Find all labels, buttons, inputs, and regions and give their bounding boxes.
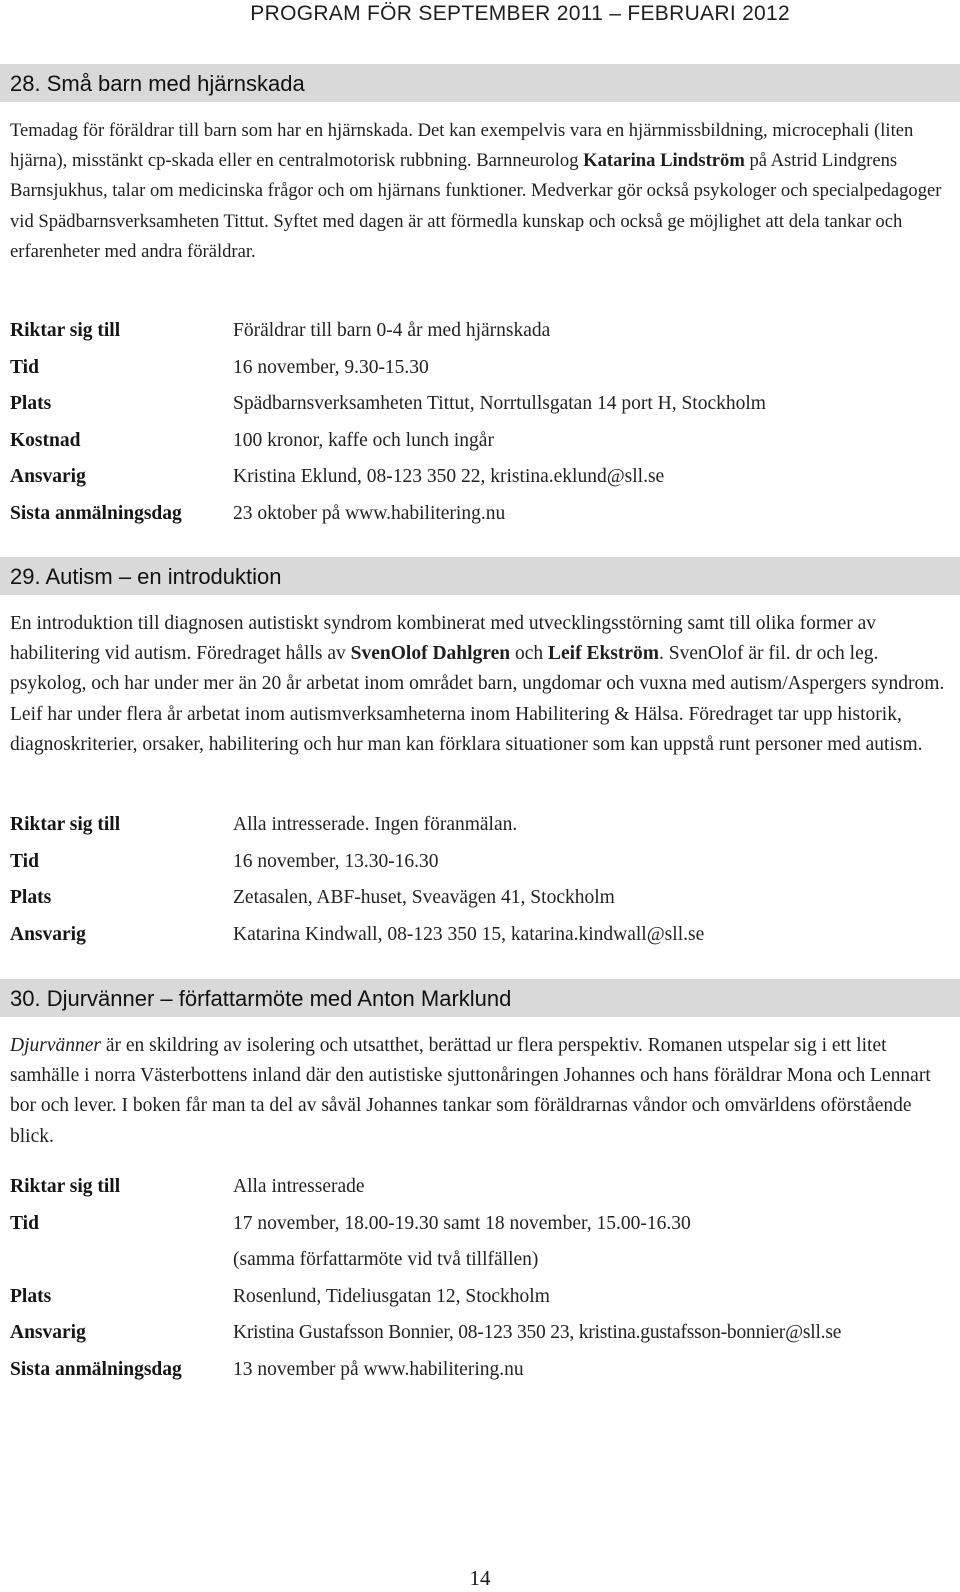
info-label: Kostnad xyxy=(10,429,81,451)
info-label: Riktar sig till xyxy=(10,1176,121,1197)
book-title: Djurvänner xyxy=(10,1035,101,1056)
info-row-cost xyxy=(10,430,945,467)
info-label: Ansvarig xyxy=(10,466,86,487)
page-number: 14 xyxy=(469,1566,491,1590)
section-30-text-part: är en skildring av isolering och utsatthet, berättad ur flera perspektiv. Romanen utspelar sig i ett litet samhälle i norra Västerbottens inland där den autistiske sjuttonåringen Johannes och hans föräldrar Mona och Lennart bor och lever. I boken får man ta del av såväl Johannes tankar som föräldrarnas våndor och omvärldens oförstående blick. xyxy=(10,1035,931,1147)
info-label: Ansvarig xyxy=(10,923,86,945)
section-30-description xyxy=(10,1031,945,1152)
section-30-title: 30. Djurvänner – författarmöte med Anton Marklund xyxy=(10,986,512,1011)
info-value: Alla intresserade. Ingen föranmälan. xyxy=(233,814,518,835)
info-row-audience xyxy=(10,1176,945,1213)
section-28-title: 28. Små barn med hjärnskada xyxy=(10,71,305,96)
info-row-responsible xyxy=(10,924,945,961)
section-28-text-part: på Astrid Lindgrens Barnsjukhus, talar om medicinska frågor och om hjärnans funktioner. Medverkar gör också psykologer och specialpedagoger vid Spädbarnsverksamheten Tittut. Syftet med dagen är att förmedla kunskap och också ge möjlighet att dela tankar och erfarenheter med andra föräldrar. xyxy=(10,150,942,262)
info-value: Spädbarnsverksamheten Tittut, Norrtullsgatan 14 port H, Stockholm xyxy=(233,393,766,414)
info-label: Plats xyxy=(10,1285,52,1307)
speaker-name: Leif Ekström xyxy=(548,643,660,665)
section-29-heading-bar xyxy=(0,557,960,595)
section-28-text-part: Temadag för föräldrar till barn som har en hjärnskada. Det kan exempelvis vara en hjärnmissbildning, microcephali (liten hjärna), misstänkt cp-skada eller en centralmotorisk rubbning. Barnneurolog xyxy=(10,120,914,172)
info-row-place xyxy=(10,393,945,430)
info-label: Tid xyxy=(10,1212,39,1234)
info-label: Riktar sig till xyxy=(10,814,121,835)
speaker-name: SvenOlof Dahlgren xyxy=(350,643,511,665)
running-header-title: PROGRAM FÖR SEPTEMBER 2011 – FEBRUARI 2012 xyxy=(250,2,790,25)
section-29-title: 29. Autism – en introduktion xyxy=(10,564,282,589)
info-value: Föräldrar till barn 0-4 år med hjärnskada xyxy=(233,320,551,341)
section-30-heading-bar xyxy=(0,979,960,1017)
info-value: 16 november, 13.30-16.30 xyxy=(233,850,439,872)
info-value: Alla intresserade xyxy=(233,1176,365,1197)
info-row-time xyxy=(10,357,945,394)
info-row-audience xyxy=(10,814,945,851)
section-28-info-table xyxy=(10,320,945,539)
info-label: Ansvarig xyxy=(10,1322,86,1343)
section-28-description xyxy=(10,116,945,267)
info-row-place xyxy=(10,1286,945,1323)
info-value: 23 oktober på www.habilitering.nu xyxy=(233,502,506,524)
info-label: Sista anmälningsdag xyxy=(10,1358,182,1380)
info-row-responsible xyxy=(10,1322,945,1359)
info-value: 100 kronor, kaffe och lunch ingår xyxy=(233,429,494,451)
section-29-info-table xyxy=(10,814,945,960)
info-label: Tid xyxy=(10,850,39,872)
info-row-responsible xyxy=(10,466,945,503)
info-row-audience xyxy=(10,320,945,357)
running-header xyxy=(0,0,960,30)
section-29-text-part: och xyxy=(510,643,548,665)
section-29-text-part: En introduktion till diagnosen autistiskt syndrom kombinerat med utvecklingsstörning samt till olika former av habilitering vid autism. Föredraget hålls av xyxy=(10,613,877,665)
section-29-description xyxy=(10,609,945,760)
info-value: Kristina Gustafsson Bonnier, 08-123 350 23, kristina.gustafsson-bonnier@sll.se xyxy=(233,1322,842,1343)
info-label: Sista anmälningsdag xyxy=(10,502,182,524)
info-row-deadline xyxy=(10,503,945,540)
speaker-name: Katarina Lindström xyxy=(583,150,745,172)
info-label: Riktar sig till xyxy=(10,320,121,341)
info-label: Plats xyxy=(10,393,52,414)
info-label: Tid xyxy=(10,356,39,378)
info-value: 17 november, 18.00-19.30 samt 18 november, 15.00-16.30 xyxy=(233,1212,691,1234)
info-value: 13 november på www.habilitering.nu xyxy=(233,1358,524,1380)
info-value: Katarina Kindwall, 08-123 350 15, katarina.kindwall@sll.se xyxy=(233,923,705,945)
info-row-deadline xyxy=(10,1359,945,1396)
section-30-info-table xyxy=(10,1176,945,1395)
section-29-text-part: . SvenOlof är fil. dr och leg. psykolog, och har under mer än 20 år arbetat inom området barn, ungdomar och vuxna med autism/Aspergers syndrom. Leif har under flera år arbetat inom autismverksamheterna inom Habilitering & Hälsa. Föredraget tar upp historik, diagnoskriterier, orsaker, habilitering och hur man kan förklara situationer som kan uppstå runt personer med autism. xyxy=(10,643,945,755)
info-value: Kristina Eklund, 08-123 350 22, kristina.eklund@sll.se xyxy=(233,466,665,487)
info-value: Zetasalen, ABF-huset, Sveavägen 41, Stockholm xyxy=(233,887,615,908)
info-row-time xyxy=(10,1213,945,1250)
info-value: Rosenlund, Tideliusgatan 12, Stockholm xyxy=(233,1285,550,1307)
info-row-time xyxy=(10,851,945,888)
info-value: 16 november, 9.30-15.30 xyxy=(233,356,429,378)
info-row-place xyxy=(10,887,945,924)
section-28-heading-bar xyxy=(0,64,960,102)
info-row-time-note xyxy=(10,1249,945,1286)
info-label: Plats xyxy=(10,887,52,908)
info-value: (samma författarmöte vid två tillfällen) xyxy=(233,1249,539,1270)
